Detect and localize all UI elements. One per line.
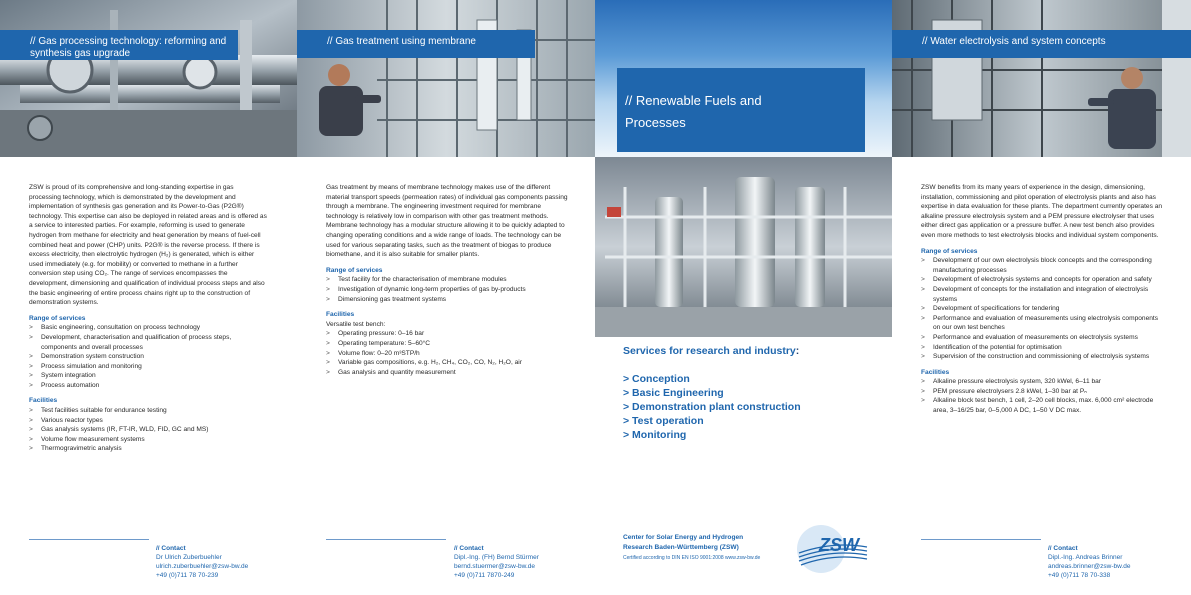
range-list: [921, 256, 1165, 362]
range-heading: Range of services: [326, 266, 383, 274]
list-item: > Alkaline block test bench, 1 cell, 2–20 cell blocks, max. 6,000 cm² electrode area, 3–16/25 bar, 0–5,000 A DC, 1–50 V DC max.: [921, 396, 1165, 415]
list-item: > PEM pressure electrolysers 2.8 kWel, 1–30 bar at Pₙ: [921, 387, 1165, 397]
list-item: > Gas analysis systems (IR, FT-IR, WLD, FID, GC and MS): [29, 425, 267, 435]
list-item: > Volume flow: 0–20 m³STP/h: [326, 349, 568, 359]
list-item: > Process simulation and monitoring: [29, 362, 267, 372]
section-banner: [297, 30, 535, 58]
intro-paragraph: ZSW is proud of its comprehensive and long-standing expertise in gas processing technology, which is demonstrated by the development and implementation of synthesis gas generation and its Power-to-Gas (P2G®) technology. This expertise can also be deployed in related areas and is offered as a service to interested parties. For example, reforming is used to generate hydrogen from methane for electricity and heat generation by means of fuel-cell combined heat and power (CHP) units. P2G® is the reverse process. If there is excess electricity, then electrolytic hydrogen (H₂) is generated, which is either used immediately (e.g. for mobility) or converted to methane in a further conversion step using CO₂. The range of services encompasses the development, dimensioning and qualification of individual process steps and also the basic engineering of entire process chains right up to the construction of demonstration systems.: [29, 184, 267, 307]
list-item: > System integration: [29, 371, 267, 381]
contact-heading: // Contact: [156, 545, 186, 552]
list-item: > Development of electrolysis systems and concepts for operation and safety: [921, 275, 1165, 285]
facilities-heading: Facilities: [29, 397, 58, 405]
banner-title: // Water electrolysis and system concepts: [922, 36, 1106, 47]
photo-membrane-lab: [297, 0, 595, 157]
range-list: [29, 323, 267, 390]
headline-text: Services for research and industry: [623, 345, 796, 357]
list-item: > Operating pressure: 0–16 bar: [326, 329, 568, 339]
list-item: > Thermogravimetric analysis: [29, 444, 267, 454]
range-list: [326, 275, 568, 304]
contact-name: Dipl.-Ing. Andreas Brinner: [1048, 554, 1123, 561]
list-item: > Dimensioning gas treatment systems: [326, 295, 568, 305]
services-list: [623, 372, 801, 442]
section-banner: [0, 30, 238, 60]
list-item: > Performance and evaluation of measurements on electrolysis systems: [921, 333, 1165, 343]
body-column: [326, 183, 568, 377]
headline-colon: :: [795, 345, 800, 357]
panel-water-electrolysis: [892, 0, 1191, 595]
range-heading: Range of services: [29, 314, 86, 322]
list-item: > Gas analysis and quantity measurement: [326, 368, 568, 378]
contact-name: Dr Ulrich Zuberbuehler: [156, 554, 222, 561]
footer-rule: [326, 539, 446, 540]
contact-heading: // Contact: [1048, 545, 1078, 552]
list-item: > Volume flow measurement systems: [29, 435, 267, 445]
list-item: > Development of our own electrolysis block concepts and the corresponding manufacturing processes: [921, 256, 1165, 275]
contact-phone: +49 (0)711 7870-249: [454, 572, 515, 579]
list-item: > Basic Engineering: [623, 387, 724, 399]
list-item: > Test facility for the characterisation of membrane modules: [326, 275, 568, 285]
contact-email[interactable]: bernd.stuermer@zsw-bw.de: [454, 563, 536, 570]
panel-gas-membrane: [297, 0, 595, 595]
contact-email[interactable]: andreas.brinner@zsw-bw.de: [1048, 563, 1131, 570]
list-item: > Monitoring: [623, 429, 687, 441]
list-item: > Conception: [623, 373, 690, 385]
photo-electrolysis-lab: [892, 0, 1191, 157]
list-item: > Variable gas compositions, e.g. H₂, CH₄, CO₂, CO, N₂, H₂O, air: [326, 358, 568, 368]
photo-demo-plant: [595, 157, 892, 337]
contact-phone: +49 (0)711 78 70-239: [156, 572, 219, 579]
contact-heading: // Contact: [454, 545, 484, 552]
contact-name: Dipl.-Ing. (FH) Bernd Stürmer: [454, 554, 539, 561]
list-item: > Development, characterisation and qualification of process steps, components and overall processes: [29, 333, 267, 352]
facilities-list: [29, 406, 267, 454]
facilities-subheading: Versatile test bench:: [326, 320, 386, 328]
org-name-line-1: Center for Solar Energy and Hydrogen: [623, 534, 744, 541]
intro-paragraph: Gas treatment by means of membrane technology makes use of the different material transport speeds (permeation rates) of individual gas components passing through a membrane. The engineering investment required for membrane technology is relatively low in comparison with other gas treatment methods. Membrane technology has a modular structure allowing it to be quickly adapted to changing operating conditions and a wide range of loads. The technology can be used for various separating tasks, such as the treatment of biogas to produce biomethane, and it is also suitable for smaller plants.: [326, 184, 568, 259]
services-headline: [623, 345, 799, 357]
contact-block: [1048, 544, 1130, 580]
list-item: > Test operation: [623, 415, 704, 427]
list-item: > Test facilities suitable for endurance testing: [29, 406, 267, 416]
body-column: [29, 183, 267, 454]
title-line-2: Processes: [625, 115, 686, 130]
list-item: > Various reactor types: [29, 416, 267, 426]
section-banner: [892, 30, 1191, 58]
contact-phone: +49 (0)711 78 70-338: [1048, 572, 1111, 579]
list-item: > Alkaline pressure electrolysis system, 320 kWel, 6–11 bar: [921, 377, 1165, 387]
list-item: > Identification of the potential for optimisation: [921, 343, 1165, 353]
facilities-heading: Facilities: [326, 311, 355, 319]
list-item: > Performance and evaluation of measurements using electrolysis components on our own test benches: [921, 314, 1165, 333]
list-item: > Process automation: [29, 381, 267, 391]
banner-title: // Gas processing technology: reforming and synthesis gas upgrade: [30, 36, 227, 59]
contact-email[interactable]: ulrich.zuberbuehler@zsw-bw.de: [156, 563, 249, 570]
facilities-list: [326, 329, 568, 377]
list-item: > Demonstration plant construction: [623, 401, 801, 413]
title-banner: [617, 68, 865, 152]
logo-lettering: ZSW: [819, 535, 859, 555]
range-heading: Range of services: [921, 247, 978, 255]
footer-rule: [921, 539, 1041, 540]
facilities-list: [921, 377, 1165, 415]
list-item: > Basic engineering, consultation on process technology: [29, 323, 267, 333]
body-column: [921, 183, 1165, 416]
contact-block: [454, 544, 539, 580]
footer-rule: [29, 539, 149, 540]
title-line-1: // Renewable Fuels and: [625, 93, 762, 108]
banner-title: // Gas treatment using membrane: [327, 36, 476, 47]
list-item: > Demonstration system construction: [29, 352, 267, 362]
list-item: > Development of specifications for tendering: [921, 304, 1165, 314]
certification-note: Certified according to DIN EN ISO 9001:2008 www.zsw-bw.de: [623, 555, 761, 561]
list-item: > Investigation of dynamic long-term properties of gas by-products: [326, 285, 568, 295]
org-name-line-2: Research Baden-Württemberg (ZSW): [623, 544, 739, 551]
list-item: > Operating temperature: 5–60°C: [326, 339, 568, 349]
list-item: > Supervision of the construction and commissioning of electrolysis systems: [921, 352, 1165, 362]
panel-gas-processing: [0, 0, 297, 595]
contact-block: [156, 544, 248, 580]
organization-footer: [623, 533, 760, 563]
list-item: > Development of concepts for the installation and integration of electrolysis systems: [921, 285, 1165, 304]
zsw-logo: [793, 521, 873, 576]
photo-reformer-plant: [0, 0, 297, 157]
intro-paragraph: ZSW benefits from its many years of experience in the design, dimensioning, installation, commissioning and pilot operation of electrolysis plants and also has expertise in data evaluation for these plants. The department currently operates an alkaline pressure electrolysis system and a PEM pressure electrolyser that uses either direct gas application or a pressure buffer. A new test bench also provides even more methods to test electrolysis blocks and individual system components.: [921, 184, 1163, 239]
panel-cover: [595, 0, 892, 595]
facilities-heading: Facilities: [921, 368, 950, 376]
